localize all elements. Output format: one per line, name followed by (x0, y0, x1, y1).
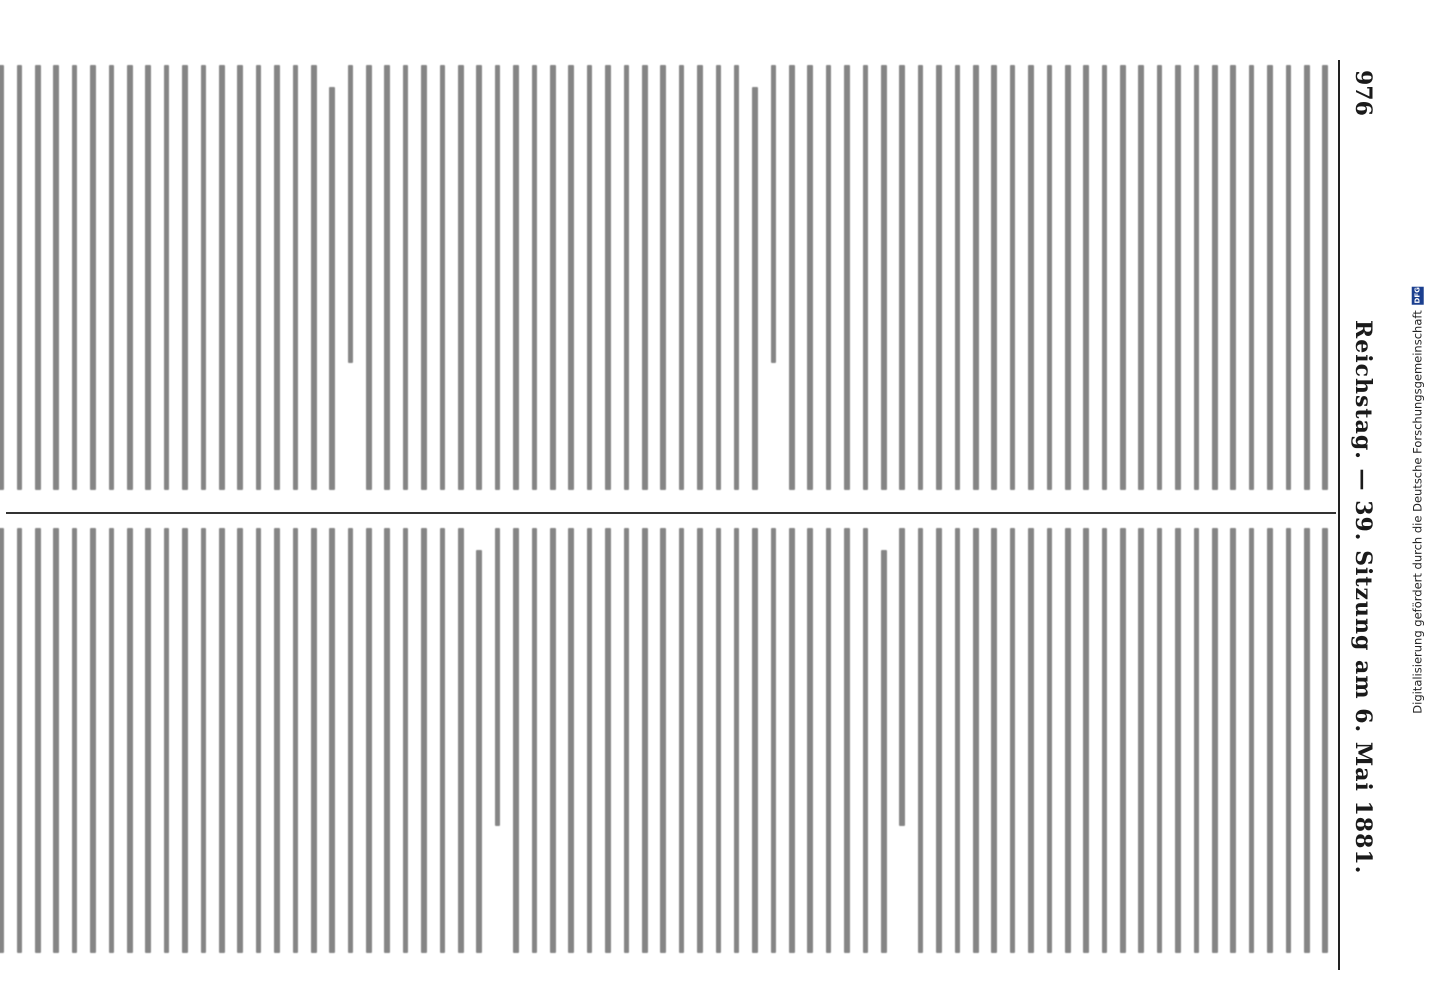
text-line (145, 528, 151, 953)
text-line (863, 65, 869, 490)
text-line (642, 528, 648, 953)
text-line (0, 65, 4, 490)
text-line (53, 528, 59, 953)
text-line (293, 528, 299, 953)
text-line (1212, 528, 1218, 953)
text-line (1194, 528, 1200, 953)
text-line (0, 528, 4, 953)
text-line (550, 528, 556, 953)
text-line (1212, 65, 1218, 490)
page-header (1342, 70, 1382, 960)
text-line (1286, 65, 1292, 490)
text-line (955, 528, 961, 953)
text-line (1286, 528, 1292, 953)
text-line (807, 65, 813, 490)
text-line (17, 65, 23, 490)
text-line (458, 65, 464, 490)
text-line (1065, 528, 1071, 953)
text-line (918, 528, 924, 953)
text-line (72, 65, 78, 490)
text-line (1139, 528, 1145, 953)
text-line (1304, 65, 1310, 490)
text-line (734, 528, 740, 953)
running-title: Reichstag. — 39. Sitzung am 6. Mai 1881. (1350, 320, 1376, 875)
text-line (752, 528, 758, 953)
text-line (716, 65, 722, 490)
text-line (624, 65, 630, 490)
text-line (752, 87, 758, 490)
text-line (109, 65, 115, 490)
text-line (936, 65, 942, 490)
text-line (311, 65, 317, 490)
text-line (127, 65, 133, 490)
text-line (1028, 65, 1034, 490)
text-line (991, 65, 997, 490)
text-line (1175, 65, 1181, 490)
text-line (844, 65, 850, 490)
text-line (35, 528, 41, 953)
text-line (1047, 65, 1053, 490)
text-column-left (0, 65, 1328, 490)
text-line (201, 528, 207, 953)
text-line (458, 528, 464, 953)
text-line (1102, 65, 1108, 490)
text-line (440, 528, 446, 953)
text-line (1322, 528, 1328, 953)
text-line (532, 65, 538, 490)
text-line (532, 528, 538, 953)
text-line (899, 65, 905, 490)
text-line (145, 65, 151, 490)
text-line (293, 65, 299, 490)
text-line (826, 65, 832, 490)
text-line (237, 65, 243, 490)
column-divider (6, 512, 1336, 514)
text-line (587, 65, 593, 490)
text-line (421, 528, 427, 953)
text-line (495, 65, 501, 490)
text-line (1083, 65, 1089, 490)
text-line (53, 65, 59, 490)
text-line (899, 528, 905, 826)
text-line (1139, 65, 1145, 490)
text-line (311, 528, 317, 953)
text-line (1065, 65, 1071, 490)
text-line (605, 65, 611, 490)
text-line (771, 528, 777, 953)
credit-text: Digitalisierung gefördert durch die Deutsche Forschungsgemeinschaft (1411, 310, 1425, 714)
text-line (863, 528, 869, 953)
text-line (72, 528, 78, 953)
text-line (17, 528, 23, 953)
text-line (1249, 65, 1255, 490)
text-line (109, 528, 115, 953)
text-line (697, 528, 703, 953)
text-line (1047, 528, 1053, 953)
text-line (1230, 65, 1236, 490)
text-line (1083, 528, 1089, 953)
text-line (476, 65, 482, 490)
dfg-logo: DFG (1414, 287, 1422, 304)
text-line (807, 528, 813, 953)
text-line (1175, 528, 1181, 953)
text-line (219, 65, 225, 490)
text-line (660, 65, 666, 490)
text-line (1249, 528, 1255, 953)
text-line (826, 528, 832, 953)
text-line (881, 65, 887, 490)
text-line (403, 528, 409, 953)
text-line (1157, 528, 1163, 953)
text-line (164, 65, 170, 490)
text-line (1304, 528, 1310, 953)
text-line (1194, 65, 1200, 490)
text-line (660, 528, 666, 953)
text-line (955, 65, 961, 490)
text-line (329, 87, 335, 490)
text-line (1028, 528, 1034, 953)
digitization-credit (1406, 0, 1430, 1000)
text-line (789, 528, 795, 953)
text-line (495, 528, 501, 826)
text-line (550, 65, 556, 490)
text-line (642, 65, 648, 490)
text-line (881, 550, 887, 953)
text-line (348, 528, 354, 953)
text-line (403, 65, 409, 490)
text-line (256, 528, 262, 953)
text-line (1010, 65, 1016, 490)
text-line (844, 528, 850, 953)
text-line (624, 528, 630, 953)
text-line (421, 65, 427, 490)
text-line (1120, 65, 1126, 490)
text-line (679, 65, 685, 490)
text-line (182, 528, 188, 953)
text-line (1157, 65, 1163, 490)
text-line (1120, 528, 1126, 953)
text-line (568, 528, 574, 953)
text-line (1322, 65, 1328, 490)
text-line (734, 65, 740, 490)
text-line (366, 528, 372, 953)
text-line (771, 65, 777, 363)
text-line (201, 65, 207, 490)
text-line (679, 528, 685, 953)
page-number: 976 (1350, 70, 1376, 116)
text-line (1267, 65, 1273, 490)
text-line (716, 528, 722, 953)
text-line (605, 528, 611, 953)
text-line (789, 65, 795, 490)
text-line (1010, 528, 1016, 953)
text-line (936, 528, 942, 953)
text-column-right (0, 528, 1328, 953)
text-line (127, 528, 133, 953)
text-line (90, 65, 96, 490)
text-line (164, 528, 170, 953)
text-line (1230, 528, 1236, 953)
text-line (348, 65, 354, 363)
text-line (440, 65, 446, 490)
text-line (1267, 528, 1273, 953)
text-line (476, 550, 482, 953)
text-line (513, 528, 519, 953)
header-rule (1338, 60, 1340, 970)
text-line (219, 528, 225, 953)
text-line (384, 528, 390, 953)
text-line (256, 65, 262, 490)
text-line (991, 528, 997, 953)
text-line (237, 528, 243, 953)
text-line (182, 65, 188, 490)
text-line (35, 65, 41, 490)
text-line (568, 65, 574, 490)
text-line (973, 65, 979, 490)
text-line (973, 528, 979, 953)
text-line (918, 65, 924, 490)
text-line (1102, 528, 1108, 953)
text-line (90, 528, 96, 953)
text-line (274, 65, 280, 490)
text-line (329, 528, 335, 953)
text-line (697, 65, 703, 490)
text-line (384, 65, 390, 490)
text-line (274, 528, 280, 953)
text-line (513, 65, 519, 490)
text-line (366, 65, 372, 490)
text-line (587, 528, 593, 953)
